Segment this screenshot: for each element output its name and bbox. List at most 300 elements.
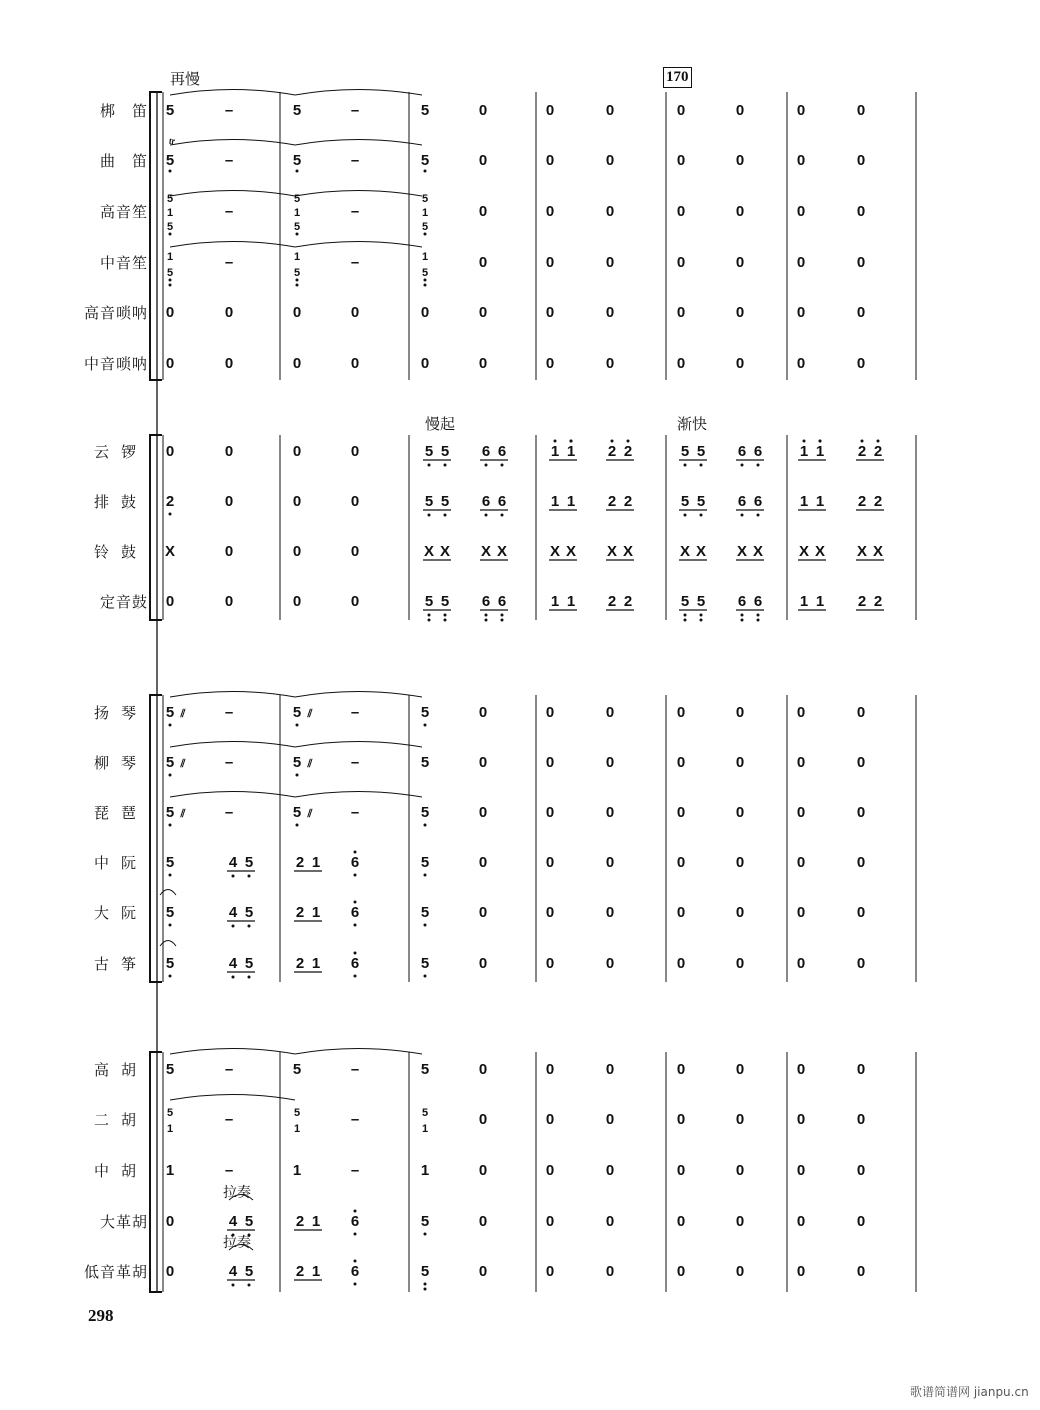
octave-dot — [424, 284, 427, 287]
note: 5 — [292, 102, 302, 119]
rest: 0 — [676, 754, 686, 771]
rest: 0 — [676, 1263, 686, 1280]
note: 5 — [244, 854, 254, 871]
note: 5 — [680, 493, 690, 510]
rest: 0 — [735, 804, 745, 821]
rest: 0 — [478, 152, 488, 169]
note: 5 — [165, 152, 175, 169]
note: 2 — [857, 493, 867, 510]
note: 5 — [424, 593, 434, 610]
rest: 0 — [796, 304, 806, 321]
instrument-label: 大革胡 — [99, 1213, 148, 1231]
site-watermark: 歌谱简谱网 jianpu.cn — [910, 1385, 1029, 1399]
instrument-label: 高胡 — [93, 1061, 148, 1079]
note: 1 — [550, 593, 560, 610]
note: 5 — [420, 704, 430, 721]
octave-dot — [700, 464, 703, 467]
octave-dot — [819, 440, 822, 443]
rest: 0 — [478, 704, 488, 721]
octave-dot — [700, 614, 703, 617]
note: 5 — [440, 593, 450, 610]
note: 2 — [295, 1213, 305, 1230]
note: 5 — [420, 955, 430, 972]
rest: 0 — [796, 152, 806, 169]
note: 5 — [293, 221, 301, 233]
rest: 0 — [676, 355, 686, 372]
tempo-mark-zai-man: 再慢 — [170, 70, 201, 88]
octave-dot — [700, 514, 703, 517]
octave-dot — [169, 279, 172, 282]
instrument-label: 古筝 — [93, 955, 148, 973]
slur — [160, 890, 176, 896]
note: 5 — [165, 955, 175, 972]
rest: 0 — [224, 304, 234, 321]
note: 5 — [244, 955, 254, 972]
note: 5 — [166, 1107, 174, 1119]
note: 6 — [350, 1213, 360, 1230]
rest: 0 — [856, 102, 866, 119]
rest: 0 — [478, 955, 488, 972]
note: 5 — [421, 221, 429, 233]
rest: 0 — [165, 1263, 175, 1280]
group-bracket — [150, 1052, 162, 1292]
instrument-label: 中阮 — [93, 854, 148, 872]
rest: 0 — [856, 355, 866, 372]
rest: 0 — [605, 355, 615, 372]
octave-dot — [424, 824, 427, 827]
note: 1 — [550, 443, 560, 460]
octave-dot — [684, 464, 687, 467]
octave-dot — [444, 614, 447, 617]
note: 1 — [799, 493, 809, 510]
note: 5 — [244, 1263, 254, 1280]
sustain-dash: – — [350, 704, 360, 721]
rest: 0 — [292, 543, 302, 560]
octave-dot — [232, 925, 235, 928]
rest: 0 — [796, 1162, 806, 1179]
note: 6 — [753, 493, 763, 510]
rest: 0 — [735, 102, 745, 119]
rest: 0 — [545, 1061, 555, 1078]
rest: 0 — [735, 1162, 745, 1179]
instrument-label: 高音唢呐 — [83, 304, 148, 322]
note: 5 — [244, 904, 254, 921]
note: 5 — [166, 193, 174, 205]
rest: 0 — [796, 203, 806, 220]
octave-dot — [248, 925, 251, 928]
note: 0 — [420, 355, 430, 372]
note: 1 — [799, 443, 809, 460]
octave-dot — [169, 513, 172, 516]
rest: 0 — [856, 254, 866, 271]
note: 5 — [244, 1213, 254, 1230]
instrument-label: 大阮 — [93, 904, 148, 922]
note: 1 — [566, 493, 576, 510]
note: 5 — [421, 1107, 429, 1119]
tempo-mark-man-qi: 慢起 — [425, 415, 456, 433]
rest: 0 — [735, 704, 745, 721]
cross-head: X — [439, 543, 451, 560]
rest: 0 — [292, 443, 302, 460]
rest: 0 — [796, 1061, 806, 1078]
note: 1 — [815, 443, 825, 460]
octave-dot — [444, 619, 447, 622]
note: 5 — [420, 1213, 430, 1230]
rest: 0 — [856, 1111, 866, 1128]
note: 2 — [873, 593, 883, 610]
instrument-label: 梆 笛 — [99, 102, 148, 120]
rest: 0 — [478, 304, 488, 321]
technique-mark: 拉奏 — [223, 1185, 251, 1201]
sustain-dash: – — [224, 704, 234, 721]
octave-dot — [741, 619, 744, 622]
rest: 0 — [676, 1213, 686, 1230]
note: 1 — [293, 251, 301, 263]
octave-dot — [424, 1288, 427, 1291]
note: 1 — [293, 207, 301, 219]
tie — [295, 692, 422, 698]
rest: 0 — [545, 754, 555, 771]
octave-dot — [354, 952, 357, 955]
note: 0 — [420, 304, 430, 321]
rest: 0 — [478, 254, 488, 271]
note: 1 — [166, 1123, 174, 1135]
rest: 0 — [478, 1111, 488, 1128]
note: 1 — [311, 1263, 321, 1280]
rest: 0 — [605, 904, 615, 921]
octave-dot — [169, 774, 172, 777]
rest: 0 — [735, 904, 745, 921]
note: 5 — [293, 1107, 301, 1119]
note: 5 — [165, 704, 175, 721]
rest: 0 — [605, 1061, 615, 1078]
octave-dot — [428, 614, 431, 617]
octave-dot — [757, 464, 760, 467]
rest: 0 — [796, 1263, 806, 1280]
note: 2 — [857, 593, 867, 610]
octave-dot — [169, 724, 172, 727]
rest: 0 — [796, 804, 806, 821]
note: 5 — [165, 904, 175, 921]
note: 5 — [696, 443, 706, 460]
sustain-dash: – — [224, 254, 234, 271]
note: 6 — [737, 593, 747, 610]
rest: 0 — [292, 593, 302, 610]
note: 6 — [737, 493, 747, 510]
instrument-label: 铃鼓 — [93, 543, 148, 561]
note: 1 — [166, 251, 174, 263]
note: 6 — [753, 593, 763, 610]
note: 6 — [737, 443, 747, 460]
note: 5 — [293, 267, 301, 279]
rest: 0 — [856, 704, 866, 721]
note: 4 — [228, 955, 238, 972]
octave-dot — [169, 975, 172, 978]
page-number: 298 — [88, 1306, 114, 1325]
sustain-dash: – — [224, 1061, 234, 1078]
note: 4 — [228, 1263, 238, 1280]
note: 5 — [420, 1263, 430, 1280]
octave-dot — [424, 975, 427, 978]
rest: 0 — [735, 1061, 745, 1078]
rest: 0 — [350, 304, 360, 321]
note: 5 — [680, 443, 690, 460]
octave-dot — [296, 724, 299, 727]
cross-head: X — [798, 543, 810, 560]
note: 6 — [481, 593, 491, 610]
rest: 0 — [545, 955, 555, 972]
note: 5 — [696, 493, 706, 510]
octave-dot — [424, 874, 427, 877]
rest: 0 — [478, 102, 488, 119]
octave-dot — [296, 284, 299, 287]
note: 2 — [623, 493, 633, 510]
rest: 0 — [605, 754, 615, 771]
octave-dot — [248, 875, 251, 878]
note: 5 — [420, 152, 430, 169]
rest: 0 — [545, 1213, 555, 1230]
octave-dot — [501, 464, 504, 467]
rest: 0 — [478, 904, 488, 921]
rest: 0 — [856, 854, 866, 871]
octave-dot — [296, 233, 299, 236]
tempo-mark-jian-kuai: 渐快 — [677, 415, 708, 433]
cross-head: X — [736, 543, 748, 560]
cross-head: X — [872, 543, 884, 560]
octave-dot — [169, 170, 172, 173]
rest: 0 — [735, 1213, 745, 1230]
rest: 0 — [605, 304, 615, 321]
rest: 0 — [796, 254, 806, 271]
cross-head: X — [164, 543, 176, 560]
instrument-label: 高音笙 — [99, 203, 148, 221]
tremolo-mark: ⫽ — [180, 758, 186, 770]
rest: 0 — [735, 304, 745, 321]
rest: 0 — [605, 1213, 615, 1230]
octave-dot — [354, 901, 357, 904]
note: 2 — [295, 955, 305, 972]
rest: 0 — [478, 854, 488, 871]
octave-dot — [424, 1233, 427, 1236]
note: 6 — [497, 493, 507, 510]
tie — [170, 742, 295, 748]
note: 1 — [311, 1213, 321, 1230]
note: 6 — [497, 593, 507, 610]
note: 5 — [421, 193, 429, 205]
tie — [295, 742, 422, 748]
octave-dot — [485, 614, 488, 617]
octave-dot — [741, 614, 744, 617]
octave-dot — [296, 279, 299, 282]
cross-head: X — [622, 543, 634, 560]
note: 5 — [424, 443, 434, 460]
octave-dot — [424, 233, 427, 236]
instrument-label: 中音笙 — [99, 254, 148, 272]
instrument-label: 中胡 — [93, 1162, 148, 1180]
tie — [170, 792, 295, 798]
rest: 0 — [735, 203, 745, 220]
rest: 0 — [605, 152, 615, 169]
sustain-dash: – — [350, 1061, 360, 1078]
octave-dot — [700, 619, 703, 622]
note: 2 — [607, 493, 617, 510]
rest: 0 — [735, 754, 745, 771]
sustain-dash: – — [350, 254, 360, 271]
note: 6 — [350, 854, 360, 871]
rest: 0 — [796, 955, 806, 972]
tie — [295, 242, 422, 248]
sustain-dash: – — [224, 1162, 234, 1179]
rest: 0 — [735, 854, 745, 871]
rest: 0 — [676, 1061, 686, 1078]
rest: 0 — [735, 1263, 745, 1280]
rest: 0 — [605, 1263, 615, 1280]
sustain-dash: – — [350, 203, 360, 220]
rest: 0 — [605, 804, 615, 821]
octave-dot — [354, 851, 357, 854]
octave-dot — [428, 464, 431, 467]
octave-dot — [169, 233, 172, 236]
rest: 0 — [676, 804, 686, 821]
tremolo-mark: ⫽ — [307, 708, 313, 720]
note: 1 — [166, 207, 174, 219]
rest: 0 — [856, 754, 866, 771]
sustain-dash: – — [350, 1162, 360, 1179]
rest: 0 — [605, 254, 615, 271]
note: 1 — [566, 593, 576, 610]
cross-head: X — [423, 543, 435, 560]
note: 0 — [292, 355, 302, 372]
note: 6 — [350, 955, 360, 972]
octave-dot — [554, 440, 557, 443]
rest: 0 — [350, 355, 360, 372]
rest: 0 — [676, 854, 686, 871]
instrument-label: 琵琶 — [93, 804, 148, 822]
note: 6 — [481, 443, 491, 460]
note: 4 — [228, 1213, 238, 1230]
octave-dot — [354, 1283, 357, 1286]
note: 2 — [623, 593, 633, 610]
instrument-label: 扬琴 — [93, 704, 148, 722]
note: 4 — [228, 854, 238, 871]
octave-dot — [501, 614, 504, 617]
rest: 0 — [856, 1213, 866, 1230]
rest: 0 — [735, 355, 745, 372]
rest: 0 — [224, 593, 234, 610]
instrument-label: 排鼓 — [93, 493, 148, 511]
octave-dot — [877, 440, 880, 443]
rest: 0 — [545, 304, 555, 321]
rest: 0 — [605, 1111, 615, 1128]
octave-dot — [485, 464, 488, 467]
note: 2 — [295, 854, 305, 871]
note: 1 — [421, 251, 429, 263]
octave-dot — [501, 514, 504, 517]
octave-dot — [296, 824, 299, 827]
note: 5 — [166, 267, 174, 279]
rest: 0 — [796, 754, 806, 771]
tie — [170, 692, 295, 698]
note: 5 — [166, 221, 174, 233]
instrument-label: 二胡 — [93, 1111, 148, 1129]
rest: 0 — [856, 1263, 866, 1280]
note: 4 — [228, 904, 238, 921]
sustain-dash: – — [350, 102, 360, 119]
rest: 0 — [676, 254, 686, 271]
rest: 0 — [545, 254, 555, 271]
octave-dot — [428, 514, 431, 517]
note: 5 — [421, 267, 429, 279]
rest: 0 — [676, 955, 686, 972]
rest: 0 — [856, 955, 866, 972]
rest: 0 — [165, 1213, 175, 1230]
note: 5 — [292, 804, 302, 821]
note: 0 — [165, 593, 175, 610]
octave-dot — [424, 924, 427, 927]
instrument-label: 曲 笛 — [99, 152, 148, 170]
tremolo-mark: ⫽ — [307, 808, 313, 820]
instrument-label: 柳琴 — [93, 754, 148, 772]
sustain-dash: – — [224, 102, 234, 119]
octave-dot — [444, 464, 447, 467]
note: 1 — [799, 593, 809, 610]
tie — [295, 90, 422, 96]
note: 5 — [420, 754, 430, 771]
sustain-dash: – — [224, 754, 234, 771]
rest: 0 — [676, 102, 686, 119]
cross-head: X — [752, 543, 764, 560]
note: 5 — [420, 102, 430, 119]
rest: 0 — [350, 443, 360, 460]
rest: 0 — [676, 1111, 686, 1128]
rest: 0 — [545, 152, 555, 169]
rest: 0 — [224, 355, 234, 372]
note: 2 — [165, 493, 175, 510]
octave-dot — [354, 1260, 357, 1263]
rest: 0 — [605, 955, 615, 972]
note: 1 — [311, 904, 321, 921]
rest: 0 — [545, 854, 555, 871]
sustain-dash: – — [224, 804, 234, 821]
note: 1 — [815, 493, 825, 510]
octave-dot — [684, 614, 687, 617]
instrument-label: 中音唢呐 — [83, 355, 148, 373]
cross-head: X — [814, 543, 826, 560]
tremolo-mark: ⫽ — [180, 808, 186, 820]
group-bracket — [150, 92, 162, 380]
tremolo-mark: ⫽ — [180, 708, 186, 720]
note: 1 — [550, 493, 560, 510]
octave-dot — [354, 924, 357, 927]
note: 5 — [420, 804, 430, 821]
rest: 0 — [545, 1263, 555, 1280]
note: 2 — [607, 443, 617, 460]
octave-dot — [501, 619, 504, 622]
rest: 0 — [350, 493, 360, 510]
rest: 0 — [735, 955, 745, 972]
tie — [295, 1049, 422, 1055]
group-bracket — [150, 435, 162, 620]
octave-dot — [861, 440, 864, 443]
tie — [295, 792, 422, 798]
rest: 0 — [545, 1162, 555, 1179]
rest: 0 — [796, 904, 806, 921]
note: 2 — [857, 443, 867, 460]
rest: 0 — [605, 102, 615, 119]
note: 0 — [165, 443, 175, 460]
note: 6 — [481, 493, 491, 510]
trill-mark: tr — [168, 136, 176, 146]
